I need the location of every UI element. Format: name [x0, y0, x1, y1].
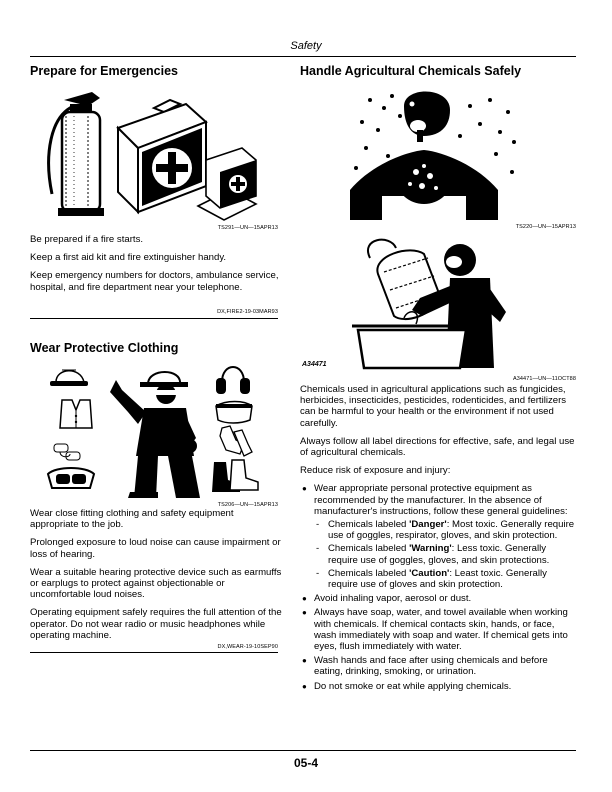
- emergencies-reference-code: DX,FIRE2-19-03MAR93: [217, 309, 278, 315]
- emergency-illustration: [30, 86, 280, 222]
- safety-vest-icon: [60, 400, 92, 428]
- clothing-paragraph: Wear close fitting clothing and safety equipment appropriate to the job.: [30, 508, 234, 531]
- chemical-label-list: [314, 519, 576, 590]
- chemicals-paragraph: Reduce risk of exposure and injury:: [300, 465, 451, 477]
- emergencies-paragraph: Be prepared if a fire starts.: [30, 234, 144, 245]
- caution-label: 'Caution': [409, 567, 450, 579]
- clothing-figure-caption: TS206—UN—15APR13: [217, 502, 278, 508]
- chemicals-bullet-list: [300, 483, 576, 691]
- chemicals-bullet-item: ● Wash hands and face after using chemicals and before eating, drinking, smoking, or urination.: [300, 655, 576, 677]
- clothing-heading: Wear Protective Clothing: [30, 341, 179, 355]
- worker-figure-icon: [110, 372, 200, 498]
- chemicals-bullet-item: ● Avoid inhaling vapor, aerosol or dust.: [300, 593, 576, 604]
- face-shield-icon: [216, 402, 252, 424]
- chemicals-image-label: A34471: [302, 361, 327, 368]
- chemicals-bullet-item: ● Always have soap, water, and towel available when working with chemicals. If chemical contacts skin, hands, or face, wash immediately with soap and water. If chemical gets into eyes, flush immediately with water.: [300, 607, 576, 652]
- page-header-title: Safety: [290, 40, 322, 52]
- earmuffs-icon: [216, 367, 250, 394]
- bullet-text: Wear appropriate personal protective equipment as recommended by the manufacturer. In the absence of manufacturer's instructions, follow these general guidelines:: [314, 483, 568, 517]
- clothing-paragraph: Wear a suitable hearing protective device such as earmuffs or earplugs to protect against objectionable or uncomfortable loud noises.: [30, 566, 282, 601]
- label-prefix: Chemicals labeled: [328, 567, 410, 579]
- chemicals-body: [300, 384, 576, 695]
- chemicals-figure-caption-1: TS220—UN—15APR13: [515, 224, 576, 230]
- emergencies-paragraph: Keep emergency numbers for doctors, ambulance service, hospital, and fire department near your telephone.: [30, 270, 279, 293]
- safety-boots-icon: [212, 460, 258, 492]
- warning-label: 'Warning': [409, 543, 452, 555]
- hard-hat-icon: [50, 370, 88, 386]
- goggles-icon: [48, 468, 94, 488]
- clothing-reference-code: DX,WEAR-19-10SEP90: [217, 644, 278, 650]
- danger-label: 'Danger': [409, 519, 447, 531]
- page-number: 05-4: [293, 756, 319, 770]
- chemical-handling-illustration: [300, 238, 576, 374]
- chemicals-bullet-item: [300, 483, 576, 590]
- label-prefix: Chemicals labeled: [328, 519, 410, 531]
- gloves-icon: [220, 426, 252, 456]
- chemical-label-item: [314, 568, 576, 590]
- protective-clothing-illustration: [30, 362, 280, 500]
- fire-extinguisher-icon: [62, 112, 100, 212]
- chemicals-paragraph: Chemicals used in agricultural applications such as fungicides, herbicides, insecticides, pesticides, rodenticides, and fertilizers can be harmful to your health or the environment if not used carefully.: [300, 384, 567, 429]
- earplugs-icon: [54, 444, 80, 460]
- label-prefix: Chemicals labeled: [328, 543, 410, 555]
- clothing-body: [30, 508, 282, 648]
- clothing-paragraph: Operating equipment safely requires the full attention of the operator. Do not wear radio or music headphones while operating machine.: [30, 607, 282, 641]
- emergencies-paragraph: Keep a first aid kit and fire extinguisher handy.: [30, 252, 227, 264]
- label-description: : Least toxic. Generally require use of gloves and skin protection.: [328, 567, 547, 591]
- chemical-label-item: [314, 543, 576, 565]
- emergencies-heading: Prepare for Emergencies: [30, 64, 178, 78]
- emergencies-body: [30, 234, 282, 300]
- extinguisher-handle-icon: [64, 92, 100, 106]
- chemical-label-item: [314, 519, 576, 541]
- clothing-paragraph: Prolonged exposure to loud noise can cause impairment or loss of hearing.: [30, 537, 281, 560]
- footer-rule: [30, 750, 576, 751]
- chemical-inhalation-illustration: [300, 86, 576, 222]
- header-rule: [30, 56, 576, 57]
- chemicals-figure-caption-2: A34471—UN—11OCT88: [512, 376, 576, 382]
- chemicals-heading: Handle Agricultural Chemicals Safely: [300, 64, 522, 78]
- emergencies-section-rule: [30, 318, 278, 319]
- chemicals-bullet-item: ● Do not smoke or eat while applying chemicals.: [300, 681, 576, 692]
- label-description: : Less toxic. Generally require use of goggles, gloves, and skin protections.: [328, 543, 550, 566]
- clothing-section-rule: [30, 652, 278, 653]
- label-description: : Most toxic. Generally require use of goggles, respirator, gloves, and skin protection.: [328, 519, 575, 542]
- emergencies-figure-caption: TS291—UN—15APR13: [217, 225, 278, 231]
- chemicals-paragraph: Always follow all label directions for effective, safe, and legal use of agricultural chemicals.: [300, 435, 575, 459]
